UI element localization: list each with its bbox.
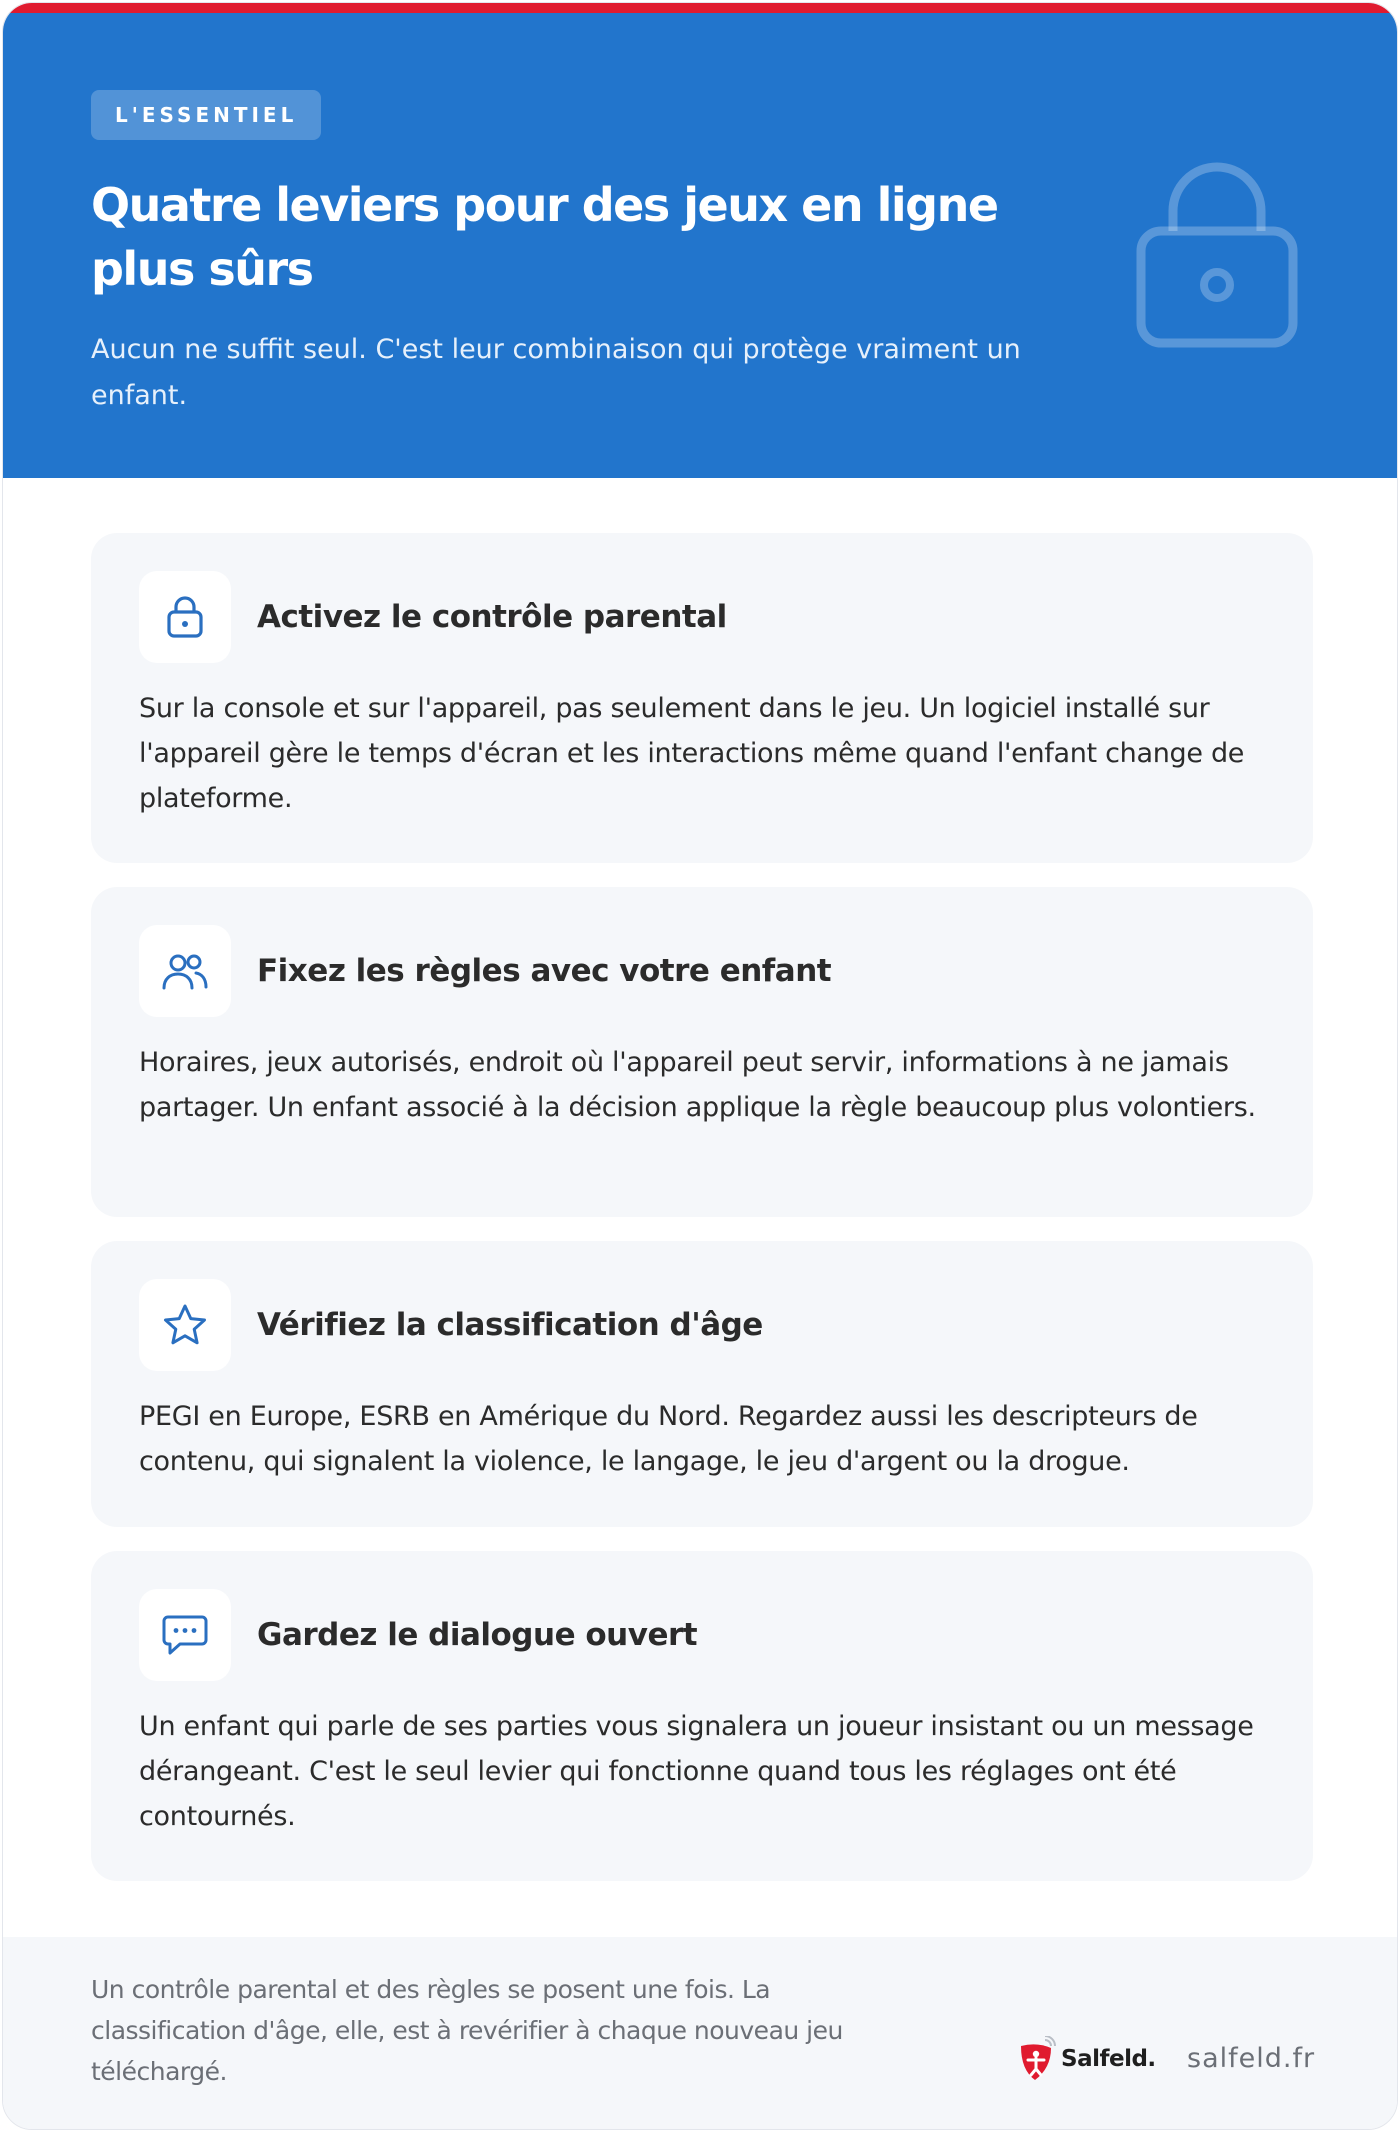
lever-card-age-rating [91, 1241, 1313, 1527]
brand-name: Salfeld. [1061, 2046, 1156, 2072]
website-link[interactable]: salfeld.fr [1187, 2043, 1316, 2074]
item-title: Activez le contrôle parental [257, 599, 727, 635]
chat-icon [161, 1613, 209, 1657]
item-icon-box [139, 571, 231, 663]
footer-note: Un contrôle parental et des règles se posent une fois. La classification d'âge, elle, est à revérifier à chaque nouveau jeu téléchargé. [91, 1975, 843, 2086]
salfeld-shield-icon [1017, 2036, 1059, 2082]
top-accent-bar [3, 3, 1397, 13]
summary-card [2, 2, 1398, 2130]
essentials-tag: L'ESSENTIEL [91, 90, 321, 140]
item-icon-box [139, 1279, 231, 1371]
hero-section [3, 13, 1397, 478]
star-icon [162, 1303, 208, 1347]
footer [3, 1937, 1397, 2130]
page-subtitle: Aucun ne suffit seul. C'est leur combinaison qui protège vraiment un enfant. [91, 334, 1021, 411]
item-title: Fixez les règles avec votre enfant [257, 953, 832, 989]
brand-logo [1017, 2029, 1177, 2089]
lever-card-rules [91, 887, 1313, 1217]
item-title: Vérifiez la classification d'âge [257, 1307, 763, 1343]
item-title: Gardez le dialogue ouvert [257, 1617, 698, 1653]
lever-card-parental-control [91, 533, 1313, 863]
lock-icon [1133, 161, 1303, 351]
lever-card-dialogue [91, 1551, 1313, 1881]
item-text: PEGI en Europe, ESRB en Amérique du Nord. Regardez aussi les descripteurs de contenu, qui signalent la violence, le langage, le jeu d'argent ou la drogue. [139, 1401, 1198, 1477]
item-text: Horaires, jeux autorisés, endroit où l'appareil peut servir, informations à ne jamais partager. Un enfant associé à la décision applique la règle beaucoup plus volontiers. [139, 1047, 1256, 1123]
item-icon-box [139, 925, 231, 1017]
lock-icon [165, 595, 205, 639]
item-icon-box [139, 1589, 231, 1681]
item-text: Sur la console et sur l'appareil, pas seulement dans le jeu. Un logiciel installé sur l'appareil gère le temps d'écran et les interactions même quand l'enfant change de plateforme. [139, 693, 1245, 814]
page-title: Quatre leviers pour des jeux en ligne plus sûrs [91, 178, 998, 296]
item-text: Un enfant qui parle de ses parties vous signalera un joueur insistant ou un message dérangeant. C'est le seul levier qui fonctionne quand tous les réglages ont été contournés. [139, 1711, 1254, 1832]
users-icon [161, 950, 209, 992]
